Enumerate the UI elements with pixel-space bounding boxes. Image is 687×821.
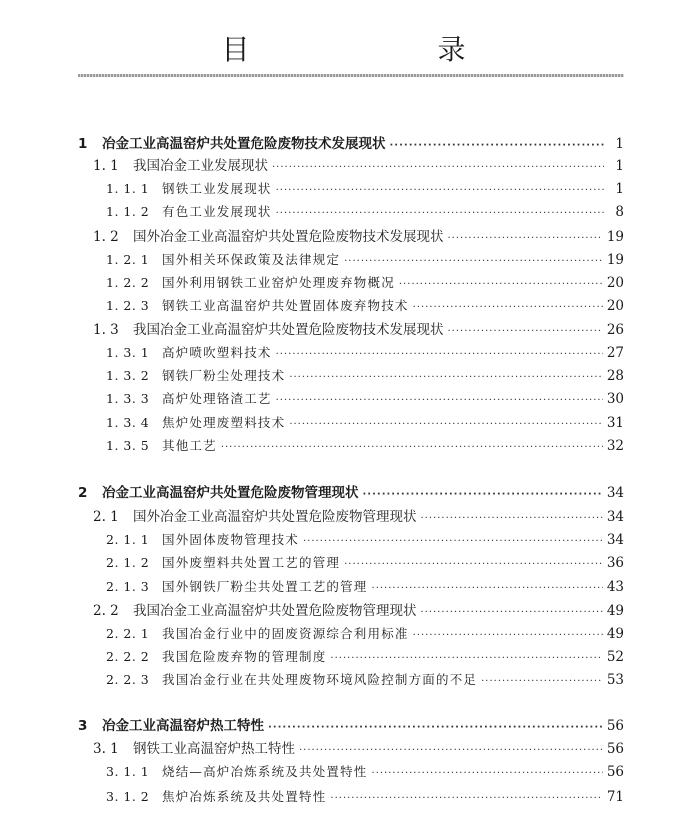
toc-entry-page: 20 — [606, 275, 624, 291]
toc-entry-title: 高炉处理铬渣工艺 — [162, 391, 272, 406]
toc-entry-level-3[interactable] — [106, 365, 624, 387]
toc-dot-leader — [303, 531, 603, 553]
toc-entry-page: 56 — [606, 764, 624, 780]
toc-entry-level-3[interactable] — [106, 388, 624, 410]
toc-entry-number: 1. 3. 1 — [106, 345, 150, 360]
toc-entry-page: 1 — [615, 181, 624, 197]
toc-entry-title: 国外利用钢铁工业窑炉处理废弃物概况 — [162, 275, 395, 290]
toc-entry-page: 49 — [606, 626, 624, 642]
toc-entry-page: 20 — [606, 298, 624, 314]
toc-dot-leader — [276, 203, 604, 225]
toc-dot-leader — [390, 135, 605, 157]
toc-entry-number: 2. 1. 2 — [106, 555, 150, 570]
toc-entry-level-3[interactable] — [106, 435, 624, 457]
toc-dot-leader — [363, 484, 603, 506]
toc-entry-level-2[interactable] — [93, 319, 624, 341]
toc-dot-leader — [344, 554, 603, 576]
toc-entry-level-3[interactable] — [106, 623, 624, 645]
toc-entry-title: 高炉喷吹塑料技术 — [162, 345, 272, 360]
toc-entry-title: 焦炉冶炼系统及共处置特性 — [162, 789, 327, 804]
toc-dot-leader — [289, 414, 603, 436]
toc-entry-number: 1. 3. 3 — [106, 391, 150, 406]
toc-dot-leader — [299, 740, 603, 762]
toc-entry-number: 3 — [78, 718, 88, 734]
toc-entry-page: 71 — [606, 789, 624, 805]
toc-entry-title: 有色工业发展现状 — [162, 204, 272, 219]
toc-entry-number: 3. 1 — [93, 741, 119, 757]
toc-entry-level-3[interactable] — [106, 646, 624, 668]
toc-entry-title: 我国冶金行业中的固废资源综合利用标准 — [162, 626, 409, 641]
toc-dot-leader — [421, 508, 603, 530]
toc-entry-page: 56 — [606, 718, 624, 734]
toc-entry-level-2[interactable] — [93, 226, 624, 248]
toc-entry-title: 国外钢铁厂粉尘共处置工艺的管理 — [162, 579, 368, 594]
toc-entry-page: 19 — [606, 229, 624, 245]
toc-entry-title: 钢铁厂粉尘处理技术 — [162, 368, 286, 383]
toc-entry-number: 3. 1. 2 — [106, 789, 150, 804]
toc-dot-leader — [221, 437, 603, 459]
page-title: 目 录 — [221, 33, 510, 66]
toc-entry-number: 2. 1 — [93, 509, 119, 525]
toc-dot-leader — [344, 251, 603, 273]
toc-entry-level-3[interactable] — [106, 272, 624, 294]
toc-dot-leader — [289, 367, 603, 389]
toc-entry-number: 2. 2 — [93, 603, 119, 619]
toc-entry-level-3[interactable] — [106, 576, 624, 598]
toc-entry-level-3[interactable] — [106, 249, 624, 271]
toc-entry-number: 2 — [78, 485, 88, 501]
toc-entry-page: 34 — [606, 485, 624, 501]
toc-entry-title: 国外冶金工业高温窑炉共处置危险废物技术发展现状 — [133, 229, 444, 245]
toc-dot-leader — [372, 763, 603, 785]
toc-entry-page: 1 — [615, 136, 624, 152]
toc-entry-title: 烧结—高炉冶炼系统及共处置特性 — [162, 764, 368, 779]
toc-dot-leader — [276, 180, 604, 202]
toc-entry-level-3[interactable] — [106, 669, 624, 691]
toc-entry-title: 冶金工业高温窑炉共处置危险废物技术发展现状 — [102, 136, 386, 152]
toc-entry-page: 19 — [606, 252, 624, 268]
toc-entry-level-3[interactable] — [106, 412, 624, 434]
toc-dot-leader — [276, 390, 603, 412]
toc-entry-title: 我国冶金工业发展现状 — [133, 158, 268, 174]
toc-dot-leader — [421, 602, 603, 624]
toc-entry-title: 我国冶金工业高温窑炉共处置危险废物管理现状 — [133, 603, 417, 619]
toc-entry-page: 27 — [606, 345, 624, 361]
toc-entry-number: 1. 2 — [93, 229, 119, 245]
toc-dot-leader — [276, 344, 603, 366]
toc-entry-page: 1 — [615, 158, 624, 174]
toc-entry-number: 2. 2. 3 — [106, 672, 150, 687]
toc-entry-level-2[interactable] — [93, 155, 624, 177]
toc-entry-level-3[interactable] — [106, 529, 624, 551]
toc-entry-title: 国外冶金工业高温窑炉共处置危险废物管理现状 — [133, 509, 417, 525]
toc-entry-title: 冶金工业高温窑炉热工特性 — [102, 718, 264, 734]
toc-entry-number: 2. 1. 1 — [106, 532, 150, 547]
toc-dot-leader — [272, 157, 604, 179]
toc-entry-page: 34 — [606, 509, 624, 525]
toc-entry-page: 28 — [606, 368, 624, 384]
toc-entry-level-1[interactable] — [78, 715, 624, 737]
toc-entry-level-1[interactable] — [78, 133, 624, 155]
toc-entry-number: 2. 1. 3 — [106, 579, 150, 594]
toc-entry-number: 1 — [78, 136, 88, 152]
toc-entry-page: 34 — [606, 532, 624, 548]
toc-dot-leader — [330, 788, 602, 810]
toc-entry-number: 1. 3. 4 — [106, 415, 150, 430]
toc-entry-page: 30 — [606, 391, 624, 407]
toc-entry-level-3[interactable] — [106, 761, 624, 783]
toc-entry-page: 53 — [606, 672, 624, 688]
toc-entry-page: 36 — [606, 555, 624, 571]
toc-dot-leader — [372, 578, 603, 600]
toc-dot-leader — [448, 228, 603, 250]
toc-entry-page: 26 — [606, 322, 624, 338]
toc-entry-level-3[interactable] — [106, 295, 624, 317]
toc-entry-page: 8 — [615, 204, 624, 220]
toc-entry-title: 我国冶金工业高温窑炉共处置危险废物技术发展现状 — [133, 322, 444, 338]
toc-entry-level-3[interactable] — [106, 201, 624, 223]
toc-entry-number: 2. 2. 1 — [106, 626, 150, 641]
toc-dot-leader — [399, 274, 603, 296]
toc-entry-page: 56 — [606, 741, 624, 757]
toc-dot-leader — [448, 321, 603, 343]
toc-dot-leader — [330, 648, 602, 670]
toc-entry-level-3[interactable] — [106, 178, 624, 200]
toc-entry-title: 我国危险废弃物的管理制度 — [162, 649, 327, 664]
toc-entry-number: 1. 3. 5 — [106, 438, 150, 453]
toc-entry-number: 3. 1. 1 — [106, 764, 150, 779]
toc-entry-page: 32 — [606, 438, 624, 454]
toc-entry-level-3[interactable] — [106, 786, 624, 808]
toc-entry-page: 31 — [606, 415, 624, 431]
toc-entry-level-1[interactable] — [78, 482, 624, 504]
toc-entry-level-3[interactable] — [106, 342, 624, 364]
toc-entry-number: 1. 1 — [93, 158, 119, 174]
toc-entry-title: 我国冶金行业在共处理废物环境风险控制方面的不足 — [162, 672, 478, 687]
toc-entry-number: 1. 2. 3 — [106, 298, 150, 313]
toc-dot-leader — [413, 625, 603, 647]
toc-dot-leader — [413, 297, 603, 319]
toc-entry-number: 2. 2. 2 — [106, 649, 150, 664]
title-divider — [78, 74, 624, 77]
toc-entry-number: 1. 1. 2 — [106, 204, 150, 219]
toc-entry-page: 43 — [606, 579, 624, 595]
toc-entry-title: 焦炉处理废塑料技术 — [162, 415, 286, 430]
toc-entry-page: 52 — [606, 649, 624, 665]
toc-entry-level-2[interactable] — [93, 506, 624, 528]
toc-entry-page: 49 — [606, 603, 624, 619]
toc-entry-number: 1. 1. 1 — [106, 181, 150, 196]
toc-entry-title: 国外废塑料共处置工艺的管理 — [162, 555, 341, 570]
toc-entry-number: 1. 3. 2 — [106, 368, 150, 383]
toc-entry-title: 钢铁工业高温窑炉热工特性 — [133, 741, 295, 757]
toc-entry-title: 其他工艺 — [162, 438, 217, 453]
toc-dot-leader — [481, 671, 603, 693]
toc-entry-level-2[interactable] — [93, 738, 624, 760]
toc-entry-title: 钢铁工业高温窑炉共处置固体废弃物技术 — [162, 298, 409, 313]
toc-entry-title: 冶金工业高温窑炉共处置危险废物管理现状 — [102, 485, 359, 501]
toc-entry-number: 1. 2. 1 — [106, 252, 150, 267]
toc-entry-title: 国外相关环保政策及法律规定 — [162, 252, 341, 267]
toc-entry-level-2[interactable] — [93, 600, 624, 622]
toc-entry-title: 钢铁工业发展现状 — [162, 181, 272, 196]
toc-entry-number: 1. 2. 2 — [106, 275, 150, 290]
toc-dot-leader — [268, 717, 603, 739]
toc-entry-level-3[interactable] — [106, 552, 624, 574]
toc-entry-title: 国外固体废物管理技术 — [162, 532, 300, 547]
toc-entry-number: 1. 3 — [93, 322, 119, 338]
